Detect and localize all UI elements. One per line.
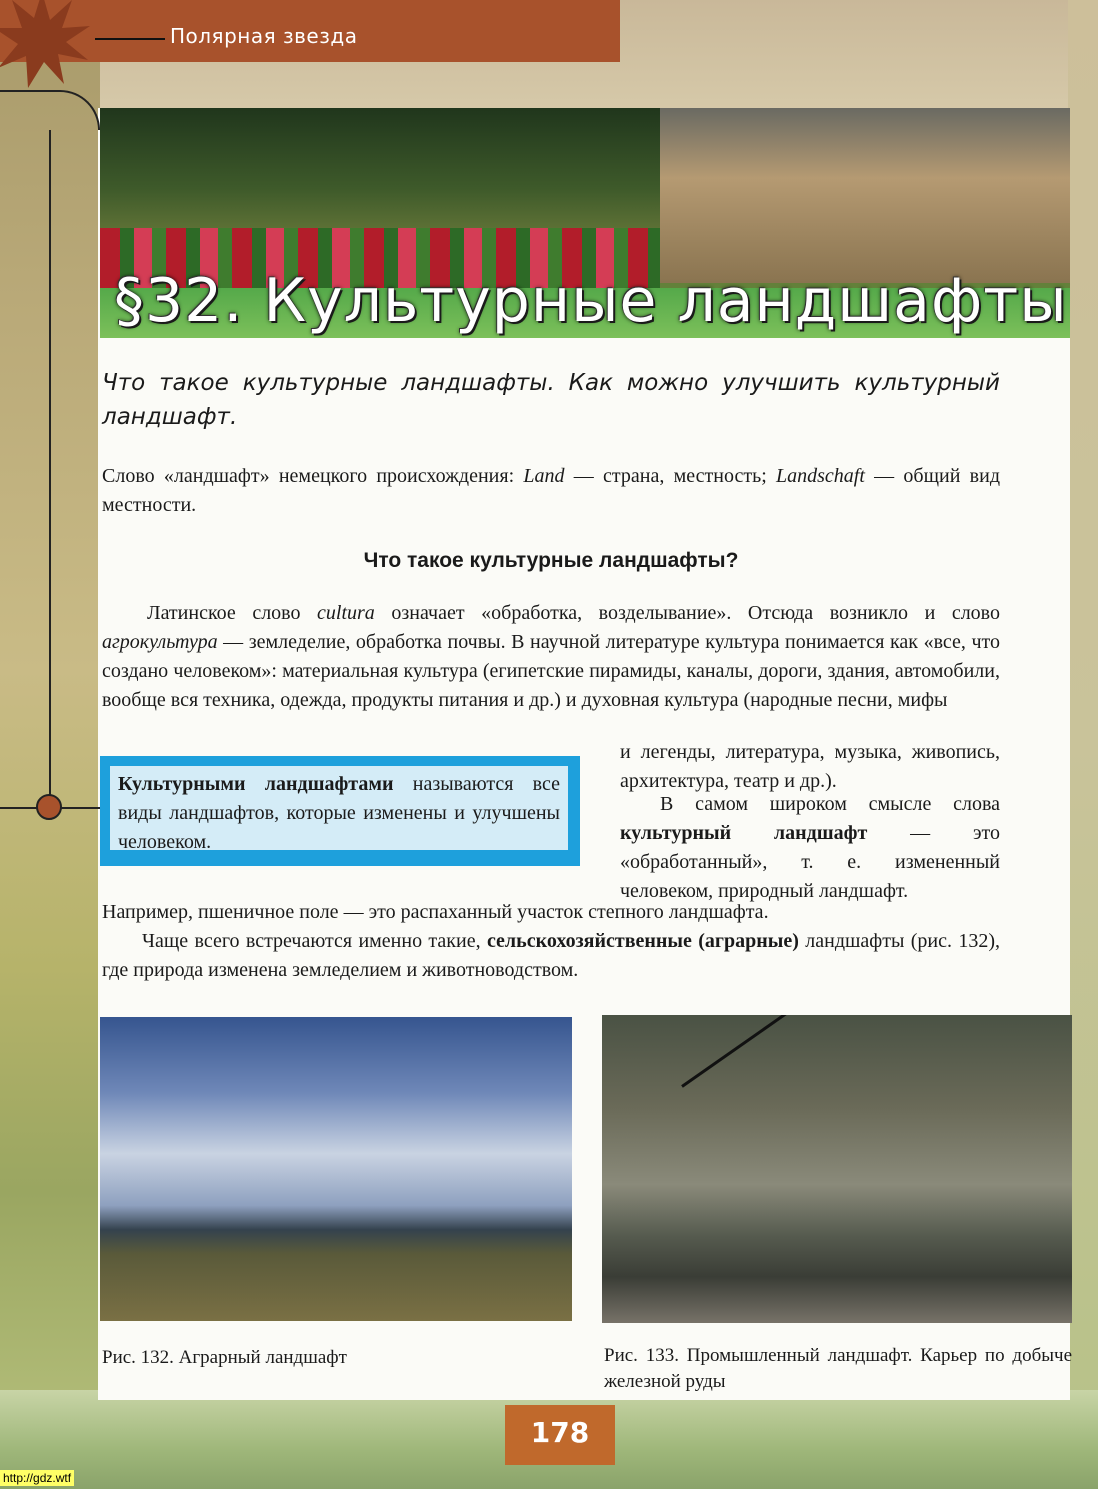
watermark-link[interactable]: http://gdz.wtf — [0, 1470, 74, 1486]
paragraph-cultura: Латинское слово cultura означает «обработка, возделывание». Отсюда возникло и слово агрокультура — земледелие, обработка почвы. В научной литературе культура понимается как «все, что создано человеком»: материальная культура (египетские пирамиды, каналы, дороги, здания, автомобили, вообще вся техника, одежда, продукты питания и др.) и духовная культура (народные песни, мифы — [102, 602, 1000, 711]
star-icon — [0, 0, 92, 90]
lead-questions: Что такое культурные ландшафты. Как можно улучшить культурный ландшафт. — [102, 370, 1000, 430]
margin-vertical-line — [49, 130, 51, 796]
figure-133-caption: Рис. 133. Промышленный ландшафт. Карьер по добыче железной руды — [604, 1345, 1072, 1392]
paragraph-broad-sense: В самом широком смысле слова культурный ландшафт — это «обработанный», т. е. измененный человеком, природный ландшафт. — [620, 793, 1001, 902]
excavator-boom — [681, 1015, 806, 1088]
figure-132-photo — [100, 1017, 572, 1321]
header-connector-line — [95, 38, 165, 40]
definition-marker-dot — [36, 794, 62, 820]
definition-box — [100, 756, 580, 866]
right-background — [1068, 0, 1098, 1489]
figure-133-photo — [602, 1015, 1072, 1323]
definition-text: Культурными ландшафтами называются все виды ландшафтов, которые изменены и улучшены человеком. — [110, 766, 568, 850]
chapter-banner — [100, 108, 1070, 338]
chapter-title: §32. Культурные ландшафты — [114, 266, 1068, 336]
figure-132-caption: Рис. 132. Аграрный ландшафт — [102, 1347, 347, 1368]
paragraph-agrarian: Чаще всего встречаются именно такие, сельскохозяйственные (аграрные) ландшафты (рис. 132), где природа изменена земледелием и животноводством. — [102, 930, 1000, 981]
intro-paragraph: Слово «ландшафт» немецкого происхождения: Land — страна, местность; Landschaft — общий вид местности. — [102, 465, 1000, 516]
page-number: 178 — [530, 1416, 590, 1449]
series-title: Полярная звезда — [170, 24, 358, 48]
paragraph-cultura-continued: и легенды, литература, музыка, живопись, архитектура, театр и др.). — [620, 741, 1000, 792]
paragraph-example: Например, пшеничное поле — это распаханный участок степного ландшафта. — [102, 901, 769, 923]
banner-photo-castle — [660, 108, 1070, 283]
section-heading: Что такое культурные ландшафты? — [363, 549, 739, 572]
